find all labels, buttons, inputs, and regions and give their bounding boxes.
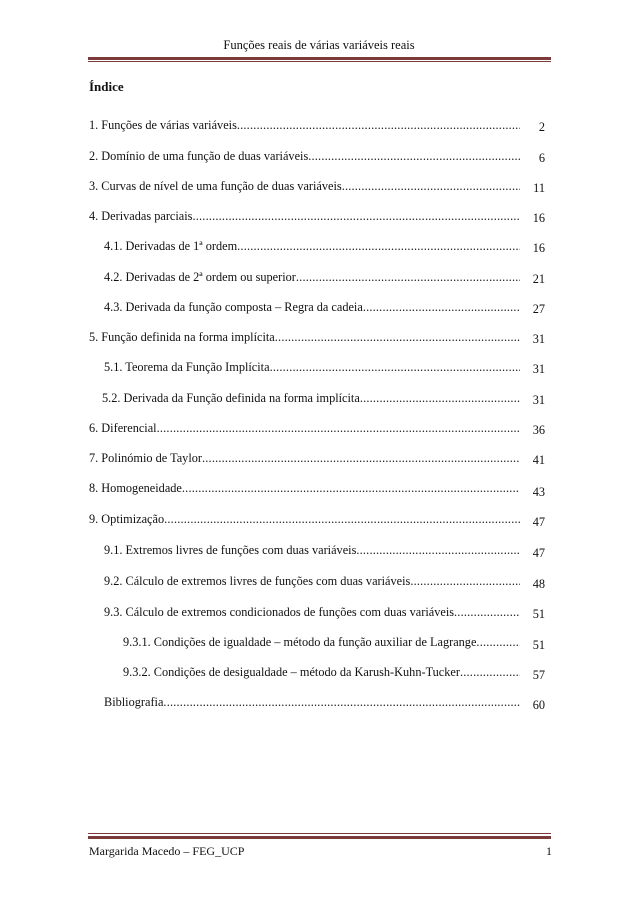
toc-leader [275, 330, 520, 345]
toc-entry[interactable] [104, 574, 520, 589]
toc-leader [360, 391, 520, 406]
toc-entry-label: 6. Diferencial [89, 421, 157, 435]
toc-entry-page: 6 [538, 151, 545, 165]
toc-entry-page: 51 [532, 638, 545, 652]
toc-leader [296, 270, 520, 285]
toc-entry-label: 7. Polinómio de Taylor [89, 451, 202, 465]
toc-entry-label: 3. Curvas de nível de uma função de duas variáveis [89, 179, 342, 193]
toc-entry-page: 2 [538, 120, 545, 134]
toc-entry-page: 47 [532, 546, 545, 560]
toc-entry[interactable] [89, 512, 520, 527]
toc-leader [454, 605, 520, 620]
toc-entry-page: 51 [532, 607, 545, 621]
toc-entry[interactable] [89, 209, 520, 224]
toc-entry[interactable] [102, 391, 520, 406]
toc-leader [363, 300, 520, 315]
toc-entry[interactable] [89, 330, 520, 345]
toc-entry-label: 4.1. Derivadas de 1ª ordem [104, 239, 238, 253]
toc-entry-page: 60 [532, 698, 545, 712]
toc-entry-label: 4.2. Derivadas de 2ª ordem ou superior [104, 270, 296, 284]
toc-entry-page: 11 [533, 181, 545, 195]
toc-leader [308, 149, 520, 164]
toc-entry[interactable] [104, 543, 520, 558]
toc-leader [192, 209, 520, 224]
toc-leader [237, 118, 520, 133]
toc-entry-page: 16 [532, 241, 545, 255]
toc-entry-label: 5.2. Derivada da Função definida na forma implícita [102, 391, 360, 405]
footer-rule [88, 836, 551, 839]
toc-entry-page: 21 [532, 272, 545, 286]
toc-leader [202, 451, 520, 466]
toc-entry-label: 4.3. Derivada da função composta – Regra da cadeia [104, 300, 363, 314]
toc-entry-page: 31 [532, 393, 545, 407]
toc-entry[interactable] [89, 481, 520, 496]
toc-entry-label: Bibliografia [104, 695, 164, 709]
toc-entry[interactable] [104, 270, 520, 285]
toc-leader [182, 481, 520, 496]
toc-leader [270, 360, 520, 375]
toc-entry-page: 27 [532, 302, 545, 316]
toc-entry-label: 9.3. Cálculo de extremos condicionados de funções com duas variáveis [104, 605, 455, 619]
toc-entry[interactable] [104, 360, 520, 375]
toc-leader [164, 512, 520, 527]
toc-leader [163, 695, 520, 710]
toc-leader [237, 239, 520, 254]
toc-entry-page: 48 [532, 577, 545, 591]
toc-entry[interactable] [104, 695, 520, 710]
toc-entry-label: 9.1. Extremos livres de funções com duas variáveis [104, 543, 357, 557]
toc-entry-page: 47 [532, 515, 545, 529]
toc-entry[interactable] [123, 635, 520, 650]
toc-leader [410, 574, 520, 589]
toc-entry-label: 1. Funções de várias variáveis [89, 118, 237, 132]
toc-leader [342, 179, 520, 194]
toc-entry-label: 2. Domínio de uma função de duas variáveis [89, 149, 309, 163]
toc-leader [460, 665, 520, 680]
toc-entry[interactable] [89, 118, 520, 133]
footer-author: Margarida Macedo – FEG_UCP [89, 844, 245, 858]
toc-entry[interactable] [123, 665, 520, 680]
toc-entry-label: 5.1. Teorema da Função Implícita [104, 360, 270, 374]
toc-leader [157, 421, 520, 436]
toc-entry-page: 36 [532, 423, 545, 437]
toc-entry[interactable] [89, 149, 520, 164]
toc-entry[interactable] [89, 179, 520, 194]
toc-heading: Índice [89, 79, 124, 94]
toc-entry[interactable] [89, 421, 520, 436]
toc-entry[interactable] [89, 451, 520, 466]
footer-page-number: 1 [546, 844, 552, 858]
toc-entry-page: 57 [532, 668, 545, 682]
toc-entry-label: 8. Homogeneidade [89, 481, 182, 495]
toc-entry-label: 5. Função definida na forma implícita [89, 330, 275, 344]
page-header-title: Funções reais de várias variáveis reais [223, 38, 415, 52]
toc-entry[interactable] [104, 605, 520, 620]
toc-entry[interactable] [104, 300, 520, 315]
footer-rule-thin [88, 833, 551, 834]
toc-leader [356, 543, 520, 558]
toc-entry-label: 9.2. Cálculo de extremos livres de funções com duas variáveis [104, 574, 411, 588]
toc-entry[interactable] [104, 239, 520, 254]
header-rule-thin [88, 61, 551, 62]
toc-entry-page: 41 [532, 453, 545, 467]
toc-entry-page: 43 [532, 485, 545, 499]
toc-entry-page: 31 [532, 332, 545, 346]
toc-entry-page: 16 [532, 211, 545, 225]
toc-entry-label: 9.3.2. Condições de desigualdade – método da Karush-Kuhn-Tucker [123, 665, 460, 679]
toc-entry-label: 4. Derivadas parciais [89, 209, 193, 223]
toc-leader [476, 635, 520, 650]
toc-entry-label: 9. Optimização [89, 512, 165, 526]
header-rule [88, 57, 551, 60]
toc-entry-label: 9.3.1. Condições de igualdade – método da função auxiliar de Lagrange [123, 635, 477, 649]
toc-entry-page: 31 [532, 362, 545, 376]
